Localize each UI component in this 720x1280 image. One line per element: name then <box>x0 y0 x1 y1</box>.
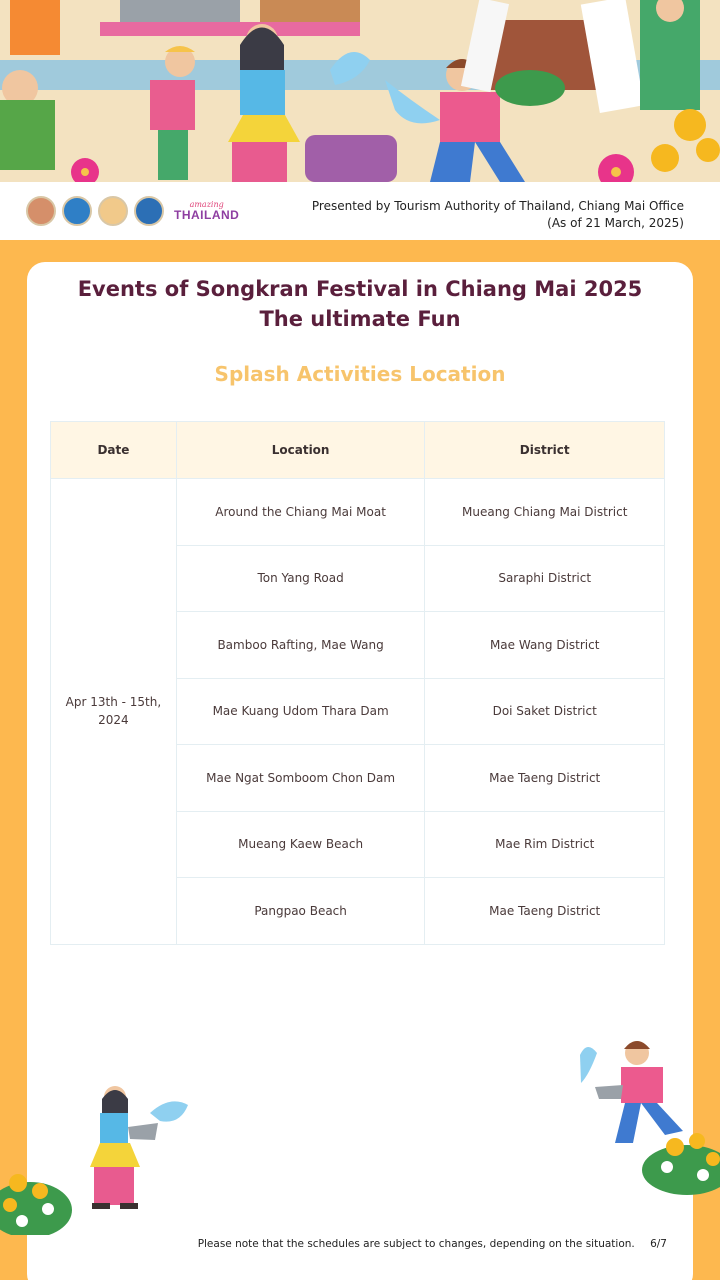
disclaimer-text: Please note that the schedules are subject to changes, depending on the situation. <box>197 1238 635 1250</box>
location-cell: Bamboo Rafting, Mae Wang <box>176 612 425 679</box>
location-cell: Around the Chiang Mai Moat <box>176 479 425 546</box>
location-cell: Pangpao Beach <box>176 878 425 945</box>
events-table <box>50 421 665 945</box>
presented-by <box>312 198 684 232</box>
district-cell: Mae Wang District <box>425 612 665 679</box>
location-cell: Ton Yang Road <box>176 545 425 612</box>
partner-logos <box>26 194 239 228</box>
presented-by-text: Presented by Tourism Authority of Thailand, Chiang Mai Office <box>311 199 684 213</box>
location-cell: Mueang Kaew Beach <box>176 811 425 878</box>
partner-logo-2 <box>62 196 92 226</box>
festival-illustration <box>0 0 720 182</box>
as-of-date: (As of 21 March, 2025) <box>547 216 684 230</box>
district-cell: Mueang Chiang Mai District <box>425 479 665 546</box>
district-cell: Saraphi District <box>425 545 665 612</box>
logo-bar <box>0 182 720 240</box>
district-cell: Mae Taeng District <box>425 745 665 812</box>
girl-splashing-illustration <box>0 1085 200 1235</box>
page-number: 6/7 <box>650 1238 667 1250</box>
district-cell: Mae Rim District <box>425 811 665 878</box>
boy-splashing-illustration <box>575 1035 720 1200</box>
table-row <box>51 479 665 546</box>
header-date: Date <box>51 422 177 479</box>
page-title-line1: Events of Songkran Festival in Chiang Mai 2025 <box>77 277 643 301</box>
partner-logo-1 <box>26 196 56 226</box>
header-district: District <box>425 422 665 479</box>
page-title-line2: The ultimate Fun <box>259 307 461 331</box>
date-cell: Apr 13th - 15th, 2024 <box>51 479 177 945</box>
district-cell: Mae Taeng District <box>425 878 665 945</box>
location-cell: Mae Kuang Udom Thara Dam <box>176 678 425 745</box>
location-cell: Mae Ngat Somboom Chon Dam <box>176 745 425 812</box>
partner-logo-4 <box>134 196 164 226</box>
district-cell: Doi Saket District <box>425 678 665 745</box>
amazing-thailand-logo-big: THAILAND <box>174 208 240 222</box>
table-header-row <box>51 422 665 479</box>
page-title <box>27 274 693 334</box>
header-location: Location <box>176 422 425 479</box>
amazing-thailand-logo-small: amazing <box>189 200 224 209</box>
festival-illustration-banner <box>0 0 720 182</box>
partner-logo-3 <box>98 196 128 226</box>
section-subtitle: Splash Activities Location <box>214 362 506 386</box>
amazing-thailand-logo <box>174 201 239 221</box>
disclaimer-note <box>27 1238 667 1250</box>
